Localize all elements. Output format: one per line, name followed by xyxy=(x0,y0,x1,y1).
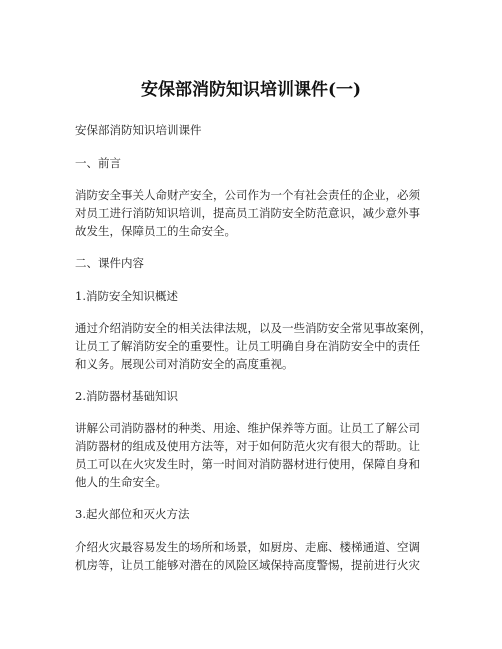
section-heading-preface: 一、前言 xyxy=(75,156,121,170)
paragraph-line: 通过介绍消防安全的相关法律法规，以及一些消防安全常见事故案例， xyxy=(75,321,432,335)
paragraph-line: 故发生，保障员工的生命安全。 xyxy=(75,224,236,238)
document-title: 安保部消防知识培训课件(一) xyxy=(140,80,362,100)
paragraph-line: 他人的生命安全。 xyxy=(75,475,167,489)
paragraph-line: 消防安全事关人命财产安全，公司作为一个有社会责任的企业，必须 xyxy=(75,188,420,202)
paragraph-line: 员工可以在火灾发生时，第一时间对消防器材进行使用，保障自身和 xyxy=(75,457,420,471)
paragraph-line: 对员工进行消防知识培训，提高员工消防安全防范意识，减少意外事 xyxy=(75,206,420,220)
subsection-heading: 3.起火部位和灭火方法 xyxy=(75,507,190,521)
paragraph-line: 让员工了解消防安全的重要性。让员工明确自身在消防安全中的责任 xyxy=(75,339,420,353)
paragraph-line: 介绍火灾最容易发生的场所和场景，如厨房、走廊、楼梯通道、空调 xyxy=(75,540,420,554)
section-heading-content: 二、课件内容 xyxy=(75,256,144,270)
paragraph-line: 机房等，让员工能够对潜在的风险区域保持高度警惕，提前进行火灾 xyxy=(75,558,420,572)
subsection-heading: 2.消防器材基础知识 xyxy=(75,389,178,403)
paragraph-line: 和义务。展现公司对消防安全的高度重视。 xyxy=(75,357,294,371)
document-subtitle: 安保部消防知识培训课件 xyxy=(75,123,202,137)
subsection-heading: 1.消防安全知识概述 xyxy=(75,289,178,303)
paragraph-line: 消防器材的组成及使用方法等，对于如何防范火灾有很大的帮助。让 xyxy=(75,439,420,453)
paragraph-line: 讲解公司消防器材的种类、用途、维护保养等方面。让员工了解公司 xyxy=(75,421,420,435)
